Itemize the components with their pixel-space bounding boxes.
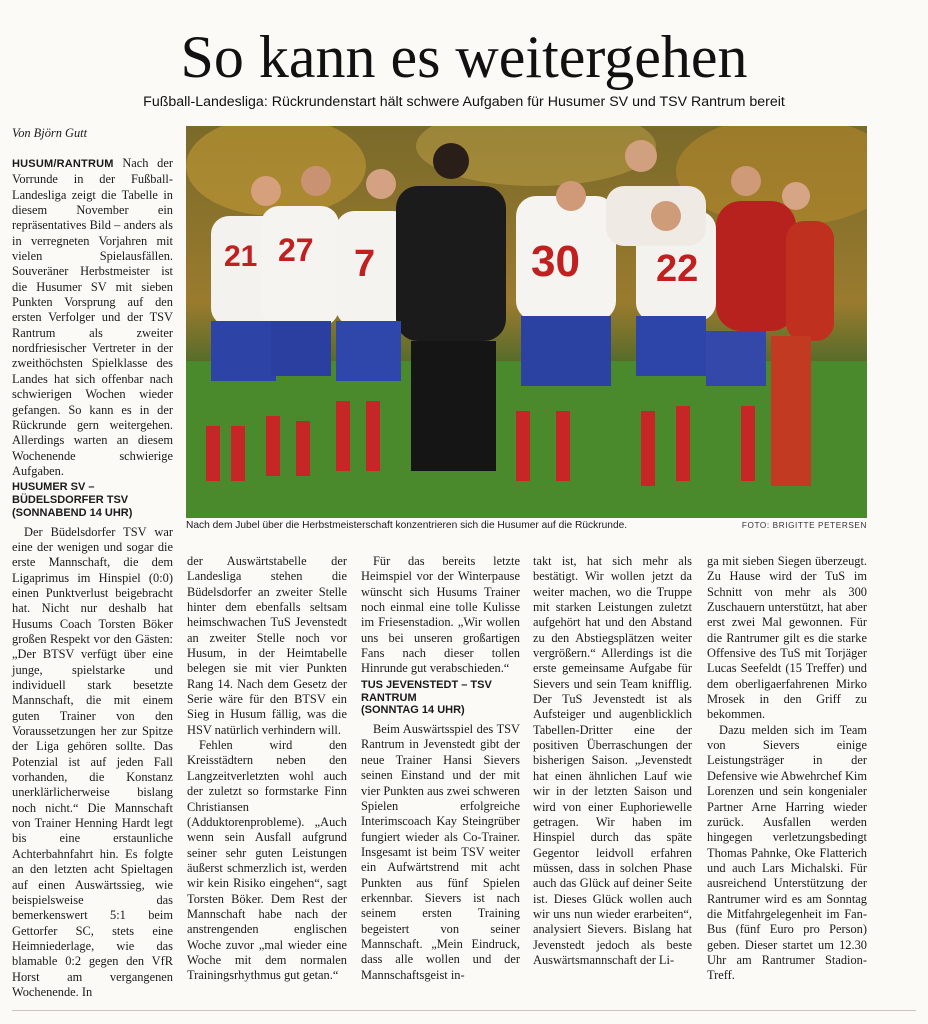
- photo-credit: FOTO: BRIGITTE PETERSEN: [741, 521, 867, 530]
- bottom-rule: [12, 1010, 916, 1011]
- jersey-number: 22: [656, 248, 699, 290]
- paragraph: Dazu melden sich im Team von Sievers einige Leistungsträger in der Defensive wie Abwehrchef Kim Lorenzen und sein kongenialer Partner Arne Harring wieder zurück. Ausfallen werden hingegen verletzungsbedingt Thomas Pahnke, Oke Flatterich und auch Lars Michalski. Für ausreichend Unterstützung der Rantrumer wird es am Sonntag die Mitfahrgelegenheit im Fan-Bus (fünf Euro pro Person) geben. Dieser startet um 12.30 Uhr am Rantrumer Stadion-Treff.: [707, 722, 867, 983]
- jersey-number: 30: [531, 237, 580, 286]
- jersey-number: 21: [224, 240, 258, 273]
- jersey-number: 27: [278, 232, 314, 268]
- column-1: [12, 156, 173, 1000]
- paragraph: Nach der Vorrunde in der Fußball-Landesliga zeigt die Tabelle in diesem November ein repräsentatives Bild – anders als in verregneten Vorjahren mit vielen Spielausfällen. Souveräner Herbstmeister ist die Husumer SV mit sieben Punkten Vorsprung auf den ersten Verfolger und der TSV Rantrum als zweiter nordfriesischer Vertreter in der zweithöchsten Spielklasse des Landes hat sich offenbar nach schwierigen Wochen wieder gefangen. So kann es in der Rückrunde gern weitergehen. Allerdings warten an diesem Wochenende schwierige Aufgaben.: [12, 156, 173, 478]
- paragraph: takt ist, hat sich mehr als bestätigt. Wir wollen jetzt da weiter machen, wo die Truppe mit starken Leistungen zuletzt aufgehört hat und den Abstand zu den Abstiegsplätzen weiter vergrößern.“ Allerdings ist die erste gemeinsame Aufgabe für Sievers und sein Team knifflig. Der TuS Jevenstedt ist als Aufsteiger und augenblicklich Tabellen-Dritter eine der positiven Überraschungen der bisherigen Saison. „Jevenstedt hat einen ähnlichen Lauf wie wir in der letzten Saison und wird von einer Euphoriewelle getragen. Wir haben im Hinspiel durch das späte Gegentor leidvoll erfahren müssen, dass in solchen Phase auch das Glück auf deiner Seite ist. Dieses Glück wollen auch wir uns nun wieder erarbeiten“, analysiert Sievers. Bislang hat Jevenstedt jedoch als beste Auswärtsmannschaft der Li-: [533, 554, 692, 967]
- photo-caption: [186, 520, 867, 536]
- column-2: [187, 554, 347, 984]
- section-time: (SONNABEND 14 UHR): [12, 506, 133, 519]
- section-heading: [361, 679, 520, 717]
- paragraph: Fehlen wird den Kreisstädtern neben den Langzeitverletzten wohl auch der zuletzt so formstarke Finn Christiansen (Adduktorenprobleme). „Auch wenn sein Ausfall aufgrund seiner sehr guten Leistungen äußerst schmerzlich ist, werden wir kein Risiko eingehen“, sagt Torsten Böker. Dem Rest der Mannschaft habe nach der anstrengenden englischen Woche zuvor „mal wieder eine Woche mit dem normalen Trainingsrhythmus gut getan.“: [187, 738, 347, 983]
- column-5: [707, 554, 867, 984]
- article-subheadline: Fußball-Landesliga: Rückrundenstart hält schwere Aufgaben für Husumer SV und TSV Rantrum bereit: [143, 94, 785, 110]
- paragraph: ga mit sieben Siegen überzeugt. Zu Hause wird der TuS im Schnitt von mehr als 300 Zuschauern unterstützt, hat aber erst zwei Mal gewonnen. Für die Rantrumer gilt es die starke Offensive des TuS mit Torjäger Lucas Seefeldt (15 Treffer) und dem oberligaerfahrenen Mirko Mrosek in den Griff zu bekommen.: [707, 554, 867, 722]
- section-heading: [12, 481, 173, 519]
- section-time: (SONNTAG 14 UHR): [361, 704, 465, 717]
- jersey-number: 7: [354, 243, 376, 285]
- paragraph: Beim Auswärtsspiel des TSV Rantrum in Jevenstedt gibt der neue Trainer Hansi Sievers seinen Einstand und der mit vier Punkten aus zwei schweren Spielen erfolgreiche Interimscoach Kay Steingrüber fungiert wieder als Co-Trainer. Insgesamt ist beim TSV weiter ein Aufwärtstrend mit acht Punkten aus fünf Spielen erkennbar. Sievers ist nach seinem ersten Training begeistert von seiner Mannschaft. „Mein Eindruck, dass alle wollen und der Mannschaftsgeist in-: [361, 722, 520, 982]
- dateline: HUSUM/RANTRUM: [12, 158, 114, 170]
- paragraph: Der Büdelsdorfer TSV war eine der wenigen und sogar die erste Mannschaft, die dem Ligaprimus im Hinspiel (0:0) einen Punktverlust beigebracht hat. Nicht nur deshalb hat Husums Coach Torsten Böker großen Respekt vor den Gästen: „Der BTSV verfügt über eine junge, spielstarke und individuell stark besetzte Mannschaft, die mit einem guten Trainer von den Voraussetzungen her zur Spitze der Liga gehören sollte. Das Potenzial ist auf jeden Fall vorhanden, die Konstanz unerklärlicherweise bislang noch nicht.“ Die Mannschaft von Trainer Henning Hardt legt bis eine erstaunliche Achterbahnfahrt hin. Es folgte an den letzten acht Spieltagen auf einen Auswärtssieg, wie beispielsweise das bemerkenswert 5:1 beim Gettorfer SC, stets eine Heimniederlage, wie das blamable 0:2 gegen den VfR Horst am vergangenen Wochenende. In: [12, 524, 173, 999]
- paragraph: Für das bereits letzte Heimspiel vor der Winterpause wünscht sich Husums Trainer noch einmal eine tolle Kulisse im Friesenstadion. „Wir wollen uns bei unseren großartigen Fans nach dieser tollen Hinrunde gut verabschieden.“: [361, 554, 520, 676]
- paragraph: der Auswärtstabelle der Landesliga stehen die Büdelsdorfer an zweiter Stelle hinter dem ebenfalls seltsam heimschwachen TuS Jevenstedt an zweiter Stelle noch vor Husum, in der Heimtabelle belegen sie mit vier Punkten Rang 14. Nach dem Gesetz der Serie wäre für den BTSV ein Sieg in Husum fällig, was die HSV natürlich verhindern will.: [187, 554, 347, 737]
- section-title: HUSUMER SV – BÜDELSDORFER TSV: [12, 481, 129, 507]
- column-3: [361, 554, 520, 983]
- byline: Von Björn Gutt: [12, 126, 88, 140]
- section-title: TUS JEVENSTEDT – TSV RANTRUM: [361, 678, 492, 704]
- team-celebration-photo: [186, 126, 867, 518]
- caption-text: Nach dem Jubel über die Herbstmeisterschaft konzentrieren sich die Husumer auf die Rückrunde.: [186, 520, 628, 531]
- article-headline: So kann es weitergehen: [180, 24, 748, 90]
- column-4: [533, 554, 692, 968]
